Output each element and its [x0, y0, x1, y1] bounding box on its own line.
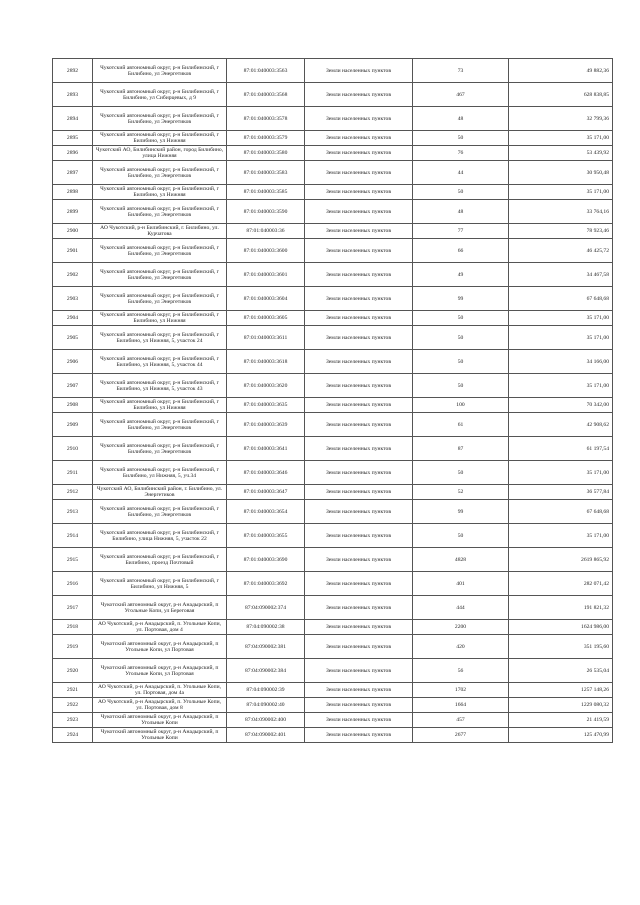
- area-cell: 48: [413, 200, 509, 224]
- land-category-cell: Земли населенных пунктов: [305, 350, 413, 374]
- row-number: 2895: [53, 131, 93, 146]
- land-category-cell: Земли населенных пунктов: [305, 437, 413, 461]
- land-category-cell: Земли населенных пунктов: [305, 287, 413, 311]
- land-category-cell: Земли населенных пунктов: [305, 107, 413, 131]
- area-cell: 1702: [413, 683, 509, 698]
- area-cell: 420: [413, 635, 509, 659]
- table-row: [53, 500, 613, 524]
- address-cell: Чукотский автономный округ, р-н Билибинский, г Билибино, ул Энергетиков: [93, 263, 227, 287]
- land-category-cell: Земли населенных пунктов: [305, 185, 413, 200]
- land-category-cell: Земли населенных пунктов: [305, 572, 413, 596]
- cadastral-value-cell: 21 419,59: [509, 713, 613, 728]
- area-cell: 50: [413, 131, 509, 146]
- land-category-cell: Земли населенных пунктов: [305, 311, 413, 326]
- area-cell: 401: [413, 572, 509, 596]
- area-cell: 1664: [413, 698, 509, 713]
- address-cell: Чукотский АО, Билибинский район, город Билибино, улица Нижняя: [93, 146, 227, 161]
- cadastral-number-cell: 87:01:040003:3590: [227, 200, 305, 224]
- table-row: [53, 620, 613, 635]
- cadastral-value-cell: 49 882,36: [509, 59, 613, 83]
- cadastral-number-cell: 87:04:090002:38: [227, 620, 305, 635]
- row-number: 2910: [53, 437, 93, 461]
- land-category-cell: Земли населенных пунктов: [305, 548, 413, 572]
- cadastral-number-cell: 87:01:040003:3655: [227, 524, 305, 548]
- cadastral-value-cell: 351 195,60: [509, 635, 613, 659]
- address-cell: Чукотский автономный округ, р-н Билибинский, г Билибино, ул Нижняя, 5, участок 44: [93, 350, 227, 374]
- row-number: 2923: [53, 713, 93, 728]
- cadastral-value-cell: 78 923,46: [509, 224, 613, 239]
- area-cell: 99: [413, 287, 509, 311]
- cadastral-value-cell: 70 342,00: [509, 398, 613, 413]
- row-number: 2919: [53, 635, 93, 659]
- area-cell: 50: [413, 311, 509, 326]
- area-cell: 444: [413, 596, 509, 620]
- table-row: [53, 83, 613, 107]
- address-cell: Чукотский автономный округ, р-н Анадырский, п Угольные Копи: [93, 728, 227, 743]
- row-number: 2909: [53, 413, 93, 437]
- row-number: 2922: [53, 698, 93, 713]
- address-cell: Чукотский автономный округ, р-н Анадырский, п Угольные Копи, ул Портовая: [93, 635, 227, 659]
- table-row: [53, 398, 613, 413]
- cadastral-value-cell: 34 166,00: [509, 350, 613, 374]
- row-number: 2903: [53, 287, 93, 311]
- cadastral-value-cell: 35 171,00: [509, 185, 613, 200]
- row-number: 2893: [53, 83, 93, 107]
- cadastral-value-cell: 1229 080,32: [509, 698, 613, 713]
- table-row: [53, 287, 613, 311]
- row-number: 2906: [53, 350, 93, 374]
- cadastral-number-cell: 87:01:040003:3605: [227, 311, 305, 326]
- table-row: [53, 326, 613, 350]
- address-cell: Чукотский автономный округ, р-н Билибинский, г Билибино, ул Нижняя, 5, участок 24: [93, 326, 227, 350]
- table-row: [53, 713, 613, 728]
- cadastral-number-cell: 87:01:040003:3690: [227, 548, 305, 572]
- row-number: 2899: [53, 200, 93, 224]
- land-category-cell: Земли населенных пунктов: [305, 263, 413, 287]
- table-row: [53, 728, 613, 743]
- cadastral-number-cell: 87:01:040003:3604: [227, 287, 305, 311]
- table-row: [53, 635, 613, 659]
- row-number: 2892: [53, 59, 93, 83]
- area-cell: 50: [413, 185, 509, 200]
- land-category-cell: Земли населенных пунктов: [305, 146, 413, 161]
- area-cell: 100: [413, 398, 509, 413]
- cadastral-number-cell: 87:01:040003:3580: [227, 146, 305, 161]
- area-cell: 99: [413, 500, 509, 524]
- address-cell: Чукотский автономный округ, р-н Билибинский, г Билибино, ул Энергетиков: [93, 161, 227, 185]
- land-category-cell: Земли населенных пунктов: [305, 713, 413, 728]
- cadastral-number-cell: 87:04:090002:40: [227, 698, 305, 713]
- row-number: 2916: [53, 572, 93, 596]
- address-cell: Чукотский автономный округ, р-н Билибинский, г Билибино, ул Энергетиков: [93, 200, 227, 224]
- area-cell: 457: [413, 713, 509, 728]
- row-number: 2902: [53, 263, 93, 287]
- table-row: [53, 311, 613, 326]
- table-row: [53, 698, 613, 713]
- land-category-cell: Земли населенных пунктов: [305, 239, 413, 263]
- cadastral-number-cell: 87:01:040003:3563: [227, 59, 305, 83]
- table-row: [53, 59, 613, 83]
- land-category-cell: Земли населенных пунктов: [305, 485, 413, 500]
- land-category-cell: Земли населенных пунктов: [305, 326, 413, 350]
- table-row: [53, 485, 613, 500]
- area-cell: 44: [413, 161, 509, 185]
- area-cell: 76: [413, 146, 509, 161]
- table-row: [53, 239, 613, 263]
- table-body: [53, 59, 613, 743]
- area-cell: 4828: [413, 548, 509, 572]
- cadastral-number-cell: 87:01:040003:3568: [227, 83, 305, 107]
- address-cell: АО Чукотский, р-н Анадырский, п. Угольные Копи, ул. Портовая, дом 4а: [93, 683, 227, 698]
- area-cell: 50: [413, 524, 509, 548]
- row-number: 2913: [53, 500, 93, 524]
- cadastral-number-cell: 87:01:040003:3618: [227, 350, 305, 374]
- table-row: [53, 200, 613, 224]
- row-number: 2920: [53, 659, 93, 683]
- area-cell: 77: [413, 224, 509, 239]
- land-category-cell: Земли населенных пунктов: [305, 596, 413, 620]
- cadastral-value-cell: 282 071,42: [509, 572, 613, 596]
- cadastral-number-cell: 87:01:040003:3583: [227, 161, 305, 185]
- land-category-cell: Земли населенных пунктов: [305, 398, 413, 413]
- cadastral-value-cell: 34 467,58: [509, 263, 613, 287]
- table-row: [53, 185, 613, 200]
- cadastral-number-cell: 87:01:040003:3585: [227, 185, 305, 200]
- area-cell: 87: [413, 437, 509, 461]
- address-cell: Чукотский автономный округ, р-н Билибинский, г Билибино, ул Энергетиков: [93, 239, 227, 263]
- address-cell: Чукотский автономный округ, р-н Анадырский, п Угольные Копи, ул Береговая: [93, 596, 227, 620]
- address-cell: Чукотский автономный округ, р-н Анадырский, п Угольные Копи: [93, 713, 227, 728]
- row-number: 2915: [53, 548, 93, 572]
- cadastral-number-cell: 87:01:040003:3620: [227, 374, 305, 398]
- cadastral-value-cell: 42 908,62: [509, 413, 613, 437]
- cadastral-value-cell: 67 648,68: [509, 500, 613, 524]
- cadastral-number-cell: 87:01:040003:3641: [227, 437, 305, 461]
- row-number: 2896: [53, 146, 93, 161]
- land-category-cell: Земли населенных пунктов: [305, 461, 413, 485]
- row-number: 2905: [53, 326, 93, 350]
- cadastral-number-cell: 87:04:090002:400: [227, 713, 305, 728]
- address-cell: Чукотский автономный округ, р-н Билибинский, г Билибино, ул Нижняя: [93, 185, 227, 200]
- cadastral-value-cell: 35 171,00: [509, 524, 613, 548]
- cadastral-number-cell: 87:01:040003:3579: [227, 131, 305, 146]
- address-cell: Чукотский автономный округ, р-н Билибинский, г Билибино, ул Энергетиков: [93, 500, 227, 524]
- area-cell: 66: [413, 239, 509, 263]
- cadastral-value-cell: 61 197,54: [509, 437, 613, 461]
- row-number: 2898: [53, 185, 93, 200]
- table-row: [53, 659, 613, 683]
- row-number: 2917: [53, 596, 93, 620]
- address-cell: Чукотский АО, Билибинский район, г. Билибино, ул. Энергетиков: [93, 485, 227, 500]
- cadastral-number-cell: 87:01:040003:3635: [227, 398, 305, 413]
- area-cell: 61: [413, 413, 509, 437]
- row-number: 2900: [53, 224, 93, 239]
- table-row: [53, 131, 613, 146]
- row-number: 2918: [53, 620, 93, 635]
- address-cell: Чукотский автономный округ, р-н Билибинский, г Билибино, ул Нижняя: [93, 131, 227, 146]
- area-cell: 467: [413, 83, 509, 107]
- address-cell: Чукотский автономный округ, р-н Билибинский, г Билибино, ул Энергетиков: [93, 107, 227, 131]
- address-cell: Чукотский автономный округ, р-н Билибинский, г Билибино, проезд Почтовый: [93, 548, 227, 572]
- cadastral-number-cell: 87:01:040003:3601: [227, 263, 305, 287]
- address-cell: Чукотский автономный округ, р-н Билибинский, г Билибино, улица Нижняя, 5, участок 22: [93, 524, 227, 548]
- table-row: [53, 107, 613, 131]
- table-row: [53, 413, 613, 437]
- table-row: [53, 224, 613, 239]
- table-row: [53, 161, 613, 185]
- land-category-cell: Земли населенных пунктов: [305, 728, 413, 743]
- area-cell: 2677: [413, 728, 509, 743]
- document-sheet: [52, 58, 612, 743]
- address-cell: Чукотский автономный округ, р-н Билибинский, г Билибино, ул Нижняя, 5, участок 43: [93, 374, 227, 398]
- land-category-cell: Земли населенных пунктов: [305, 635, 413, 659]
- area-cell: 50: [413, 326, 509, 350]
- cadastral-value-cell: 35 171,00: [509, 374, 613, 398]
- address-cell: Чукотский автономный округ, р-н Билибинский, г Билибино, ул Энергетиков: [93, 287, 227, 311]
- cadastral-value-cell: 628 838,85: [509, 83, 613, 107]
- land-category-cell: Земли населенных пунктов: [305, 659, 413, 683]
- cadastral-number-cell: 87:01:040003:3611: [227, 326, 305, 350]
- address-cell: АО Чукотский, р-н Билибинский, г. Билибино, ул. Курчатова: [93, 224, 227, 239]
- row-number: 2904: [53, 311, 93, 326]
- land-category-cell: Земли населенных пунктов: [305, 500, 413, 524]
- table-row: [53, 350, 613, 374]
- cadastral-value-cell: 1624 986,00: [509, 620, 613, 635]
- cadastral-value-cell: 191 821,32: [509, 596, 613, 620]
- table-row: [53, 548, 613, 572]
- area-cell: 50: [413, 374, 509, 398]
- table-row: [53, 374, 613, 398]
- row-number: 2921: [53, 683, 93, 698]
- address-cell: Чукотский автономный округ, р-н Билибинский, г Билибино, ул Энергетиков: [93, 413, 227, 437]
- cadastral-value-cell: 36 577,84: [509, 485, 613, 500]
- table-row: [53, 437, 613, 461]
- cadastral-value-cell: 46 425,72: [509, 239, 613, 263]
- land-category-cell: Земли населенных пунктов: [305, 698, 413, 713]
- row-number: 2894: [53, 107, 93, 131]
- area-cell: 49: [413, 263, 509, 287]
- cadastral-number-cell: 87:04:090002:39: [227, 683, 305, 698]
- area-cell: 56: [413, 659, 509, 683]
- table-row: [53, 596, 613, 620]
- row-number: 2901: [53, 239, 93, 263]
- cadastral-value-cell: 32 799,36: [509, 107, 613, 131]
- land-category-cell: Земли населенных пунктов: [305, 83, 413, 107]
- area-cell: 50: [413, 350, 509, 374]
- address-cell: АО Чукотский, р-н Анадырский, п. Угольные Копи, ул. Портовая, дом 4: [93, 620, 227, 635]
- cadastral-value-cell: 35 171,00: [509, 326, 613, 350]
- cadastral-number-cell: 87:01:040003:3600: [227, 239, 305, 263]
- cadastral-value-cell: 35 171,00: [509, 461, 613, 485]
- table-row: [53, 683, 613, 698]
- cadastral-number-cell: 87:01:040003:3654: [227, 500, 305, 524]
- land-category-cell: Земли населенных пунктов: [305, 683, 413, 698]
- cadastral-value-cell: 33 764,16: [509, 200, 613, 224]
- cadastral-value-cell: 53 439,92: [509, 146, 613, 161]
- cadastral-number-cell: 87:04:090002:401: [227, 728, 305, 743]
- land-category-cell: Земли населенных пунктов: [305, 161, 413, 185]
- land-category-cell: Земли населенных пунктов: [305, 524, 413, 548]
- land-category-cell: Земли населенных пунктов: [305, 374, 413, 398]
- table-row: [53, 572, 613, 596]
- land-plots-table: [52, 58, 613, 743]
- cadastral-number-cell: 87:01:040003:36: [227, 224, 305, 239]
- area-cell: 50: [413, 461, 509, 485]
- address-cell: Чукотский автономный округ, р-н Билибинский, г Билибино, ул Нижняя, 5, уч.34: [93, 461, 227, 485]
- land-category-cell: Земли населенных пунктов: [305, 620, 413, 635]
- table-row: [53, 524, 613, 548]
- cadastral-number-cell: 87:01:040003:3692: [227, 572, 305, 596]
- land-category-cell: Земли населенных пунктов: [305, 59, 413, 83]
- cadastral-number-cell: 87:04:090002:374: [227, 596, 305, 620]
- land-category-cell: Земли населенных пунктов: [305, 131, 413, 146]
- table-row: [53, 461, 613, 485]
- area-cell: 52: [413, 485, 509, 500]
- cadastral-value-cell: 35 171,00: [509, 131, 613, 146]
- address-cell: Чукотский автономный округ, р-н Билибинский, г Билибино, ул Нижняя, 5: [93, 572, 227, 596]
- address-cell: Чукотский автономный округ, р-н Билибинский, г Билибино, ул Сибирцевых, д 9: [93, 83, 227, 107]
- row-number: 2908: [53, 398, 93, 413]
- area-cell: 2200: [413, 620, 509, 635]
- address-cell: Чукотский автономный округ, р-н Билибинский, г Билибино, ул Энергетиков: [93, 59, 227, 83]
- cadastral-number-cell: 87:01:040003:3646: [227, 461, 305, 485]
- cadastral-number-cell: 87:01:040003:3639: [227, 413, 305, 437]
- land-category-cell: Земли населенных пунктов: [305, 224, 413, 239]
- cadastral-number-cell: 87:01:040003:3647: [227, 485, 305, 500]
- row-number: 2907: [53, 374, 93, 398]
- land-category-cell: Земли населенных пунктов: [305, 413, 413, 437]
- table-row: [53, 263, 613, 287]
- row-number: 2911: [53, 461, 93, 485]
- cadastral-value-cell: 1257 148,26: [509, 683, 613, 698]
- land-category-cell: Земли населенных пунктов: [305, 200, 413, 224]
- cadastral-value-cell: 2619 865,92: [509, 548, 613, 572]
- cadastral-value-cell: 35 171,00: [509, 311, 613, 326]
- address-cell: Чукотский автономный округ, р-н Билибинский, г Билибино, ул Нижняя: [93, 311, 227, 326]
- cadastral-value-cell: 67 648,68: [509, 287, 613, 311]
- address-cell: Чукотский автономный округ, р-н Билибинский, г Билибино, ул Энергетиков: [93, 437, 227, 461]
- area-cell: 48: [413, 107, 509, 131]
- cadastral-number-cell: 87:01:040003:3578: [227, 107, 305, 131]
- cadastral-number-cell: 87:04:090002:384: [227, 659, 305, 683]
- cadastral-number-cell: 87:04:090002:381: [227, 635, 305, 659]
- area-cell: 73: [413, 59, 509, 83]
- table-row: [53, 146, 613, 161]
- row-number: 2912: [53, 485, 93, 500]
- address-cell: Чукотский автономный округ, р-н Анадырский, п Угольные Копи, ул Портовая: [93, 659, 227, 683]
- row-number: 2914: [53, 524, 93, 548]
- cadastral-value-cell: 125 470,99: [509, 728, 613, 743]
- address-cell: Чукотский автономный округ, р-н Билибинский, г Билибино, ул Нижняя: [93, 398, 227, 413]
- cadastral-value-cell: 26 535,04: [509, 659, 613, 683]
- row-number: 2924: [53, 728, 93, 743]
- row-number: 2897: [53, 161, 93, 185]
- cadastral-value-cell: 30 950,48: [509, 161, 613, 185]
- address-cell: АО Чукотский, р-н Анадырский, п. Угольные Копи, ул. Портовая, дом 8: [93, 698, 227, 713]
